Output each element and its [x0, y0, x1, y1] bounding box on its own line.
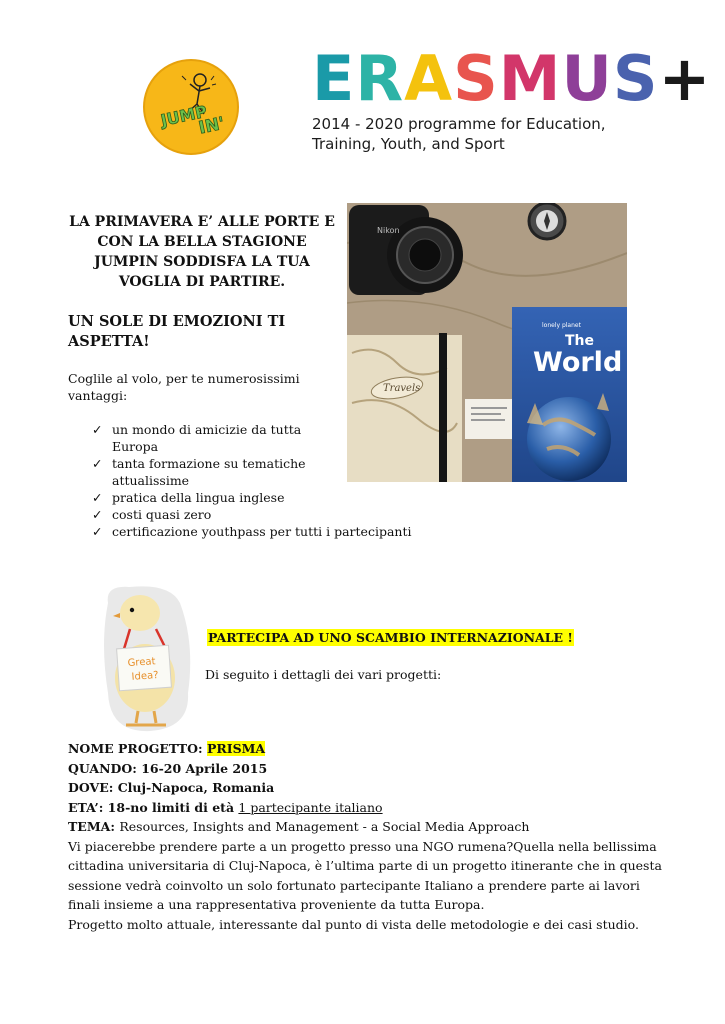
project-description-line: Vi piacerebbe prendere parte a un progetto presso una NGO rumena?Quella nella bellissima	[68, 838, 657, 854]
cta-highlight: PARTECIPA AD UNO SCAMBIO INTERNAZIONALE !	[208, 630, 573, 645]
project-when: QUANDO: 16-20 Aprile 2015	[68, 760, 268, 776]
details-intro: Di seguito i dettagli dei vari progetti:	[205, 667, 442, 682]
checkmark-icon: ✓	[92, 507, 103, 522]
erasmus-plus-logo	[312, 42, 712, 158]
jump-in-logo	[142, 58, 240, 156]
travel-photo	[347, 203, 627, 482]
project-theme-value: Resources, Insights and Management - a Social Media Approach	[119, 819, 530, 834]
benefit-text: tanta formazione su tematiche	[112, 456, 306, 471]
project-age-label: ETA’: 18-no limiti di età	[68, 799, 239, 815]
chick-sign-line: Great	[127, 656, 156, 670]
project-theme-label: TEMA:	[68, 819, 120, 834]
project-details	[68, 739, 668, 934]
headline-line: LA PRIMAVERA E’ ALLE PORTE E	[69, 214, 335, 230]
erasmus-letter: R	[355, 42, 405, 115]
erasmus-letter: S	[612, 42, 659, 115]
benefit-item	[92, 523, 472, 540]
benefit-text: pratica della lingua inglese	[112, 490, 285, 505]
project-age-row	[68, 798, 668, 818]
project-description-line: cittadina universitaria di Cluj-Napoca, è l’ultima parte di un progetto itinerante che in questa	[68, 858, 662, 873]
journal-label: Travels	[383, 383, 421, 394]
subheading-line: UN SOLE DI EMOZIONI TI	[68, 313, 286, 330]
intro-text	[68, 370, 328, 404]
erasmus-letter: E	[312, 42, 356, 115]
erasmus-letter: U	[561, 42, 613, 115]
project-description-line: finali insieme a una rappresentativa proveniente da tutta Europa.	[68, 897, 485, 912]
project-participants: 1 partecipante italiano	[238, 799, 383, 815]
chick-sign-line: Idea?	[131, 670, 159, 683]
erasmus-letter: M	[498, 42, 562, 115]
erasmus-letter: +	[658, 42, 712, 115]
book-title-world: World	[533, 347, 623, 378]
svg-text:Nikon: Nikon	[377, 226, 400, 235]
intro-line: vantaggi:	[68, 388, 128, 403]
benefit-item	[92, 489, 472, 506]
project-where: DOVE: Cluj-Napoca, Romania	[68, 780, 275, 795]
checkmark-icon: ✓	[92, 456, 103, 471]
subheading-line: ASPETTA!	[68, 333, 150, 350]
chick-illustration	[100, 583, 195, 733]
headline-line: JUMPIN SODDISFA LA TUA	[94, 254, 310, 270]
intro-line: Coglile al volo, per te numerosissimi	[68, 371, 300, 386]
benefit-text: costi quasi zero	[112, 507, 212, 522]
checkmark-icon: ✓	[92, 524, 103, 539]
project-description-line: sessione vedrà coinvolto un solo fortunato partecipante Italiano a prendere parte ai lavori	[68, 877, 640, 893]
svg-text:JUMP: JUMP	[159, 101, 209, 130]
project-name-row	[68, 739, 668, 759]
project-description-line: Progetto molto attuale, interessante dal punto di vista delle metodologie e dei casi studio.	[68, 916, 639, 932]
erasmus-letter: A	[404, 42, 454, 115]
project-name-label: NOME PROGETTO:	[68, 741, 207, 756]
erasmus-caption-line: Training, Youth, and Sport	[312, 135, 505, 153]
erasmus-wordmark	[312, 42, 712, 115]
erasmus-caption-line: 2014 - 2020 programme for Education,	[312, 115, 606, 133]
book-title-the: The	[565, 333, 595, 349]
erasmus-letter: S	[453, 42, 499, 115]
headline-line: VOGLIA DI PARTIRE.	[118, 274, 286, 290]
benefit-text: un mondo di amicizie da tutta	[112, 422, 302, 437]
checkmark-icon: ✓	[92, 422, 103, 437]
book-brand: lonely planet	[542, 322, 581, 329]
checkmark-icon: ✓	[92, 490, 103, 505]
benefit-text: Europa	[112, 439, 159, 454]
erasmus-programme-caption	[312, 114, 642, 154]
benefit-text: certificazione youthpass per tutti i partecipanti	[112, 524, 412, 539]
project-name-value: PRISMA	[206, 741, 266, 756]
headline	[66, 212, 338, 292]
project-theme-row	[68, 817, 668, 837]
benefit-text: attualissime	[112, 473, 190, 488]
headline-line: CON LA BELLA STAGIONE	[97, 234, 307, 250]
benefit-item	[92, 506, 472, 523]
svg-text:IN': IN'	[197, 113, 227, 139]
subheading	[68, 312, 318, 352]
